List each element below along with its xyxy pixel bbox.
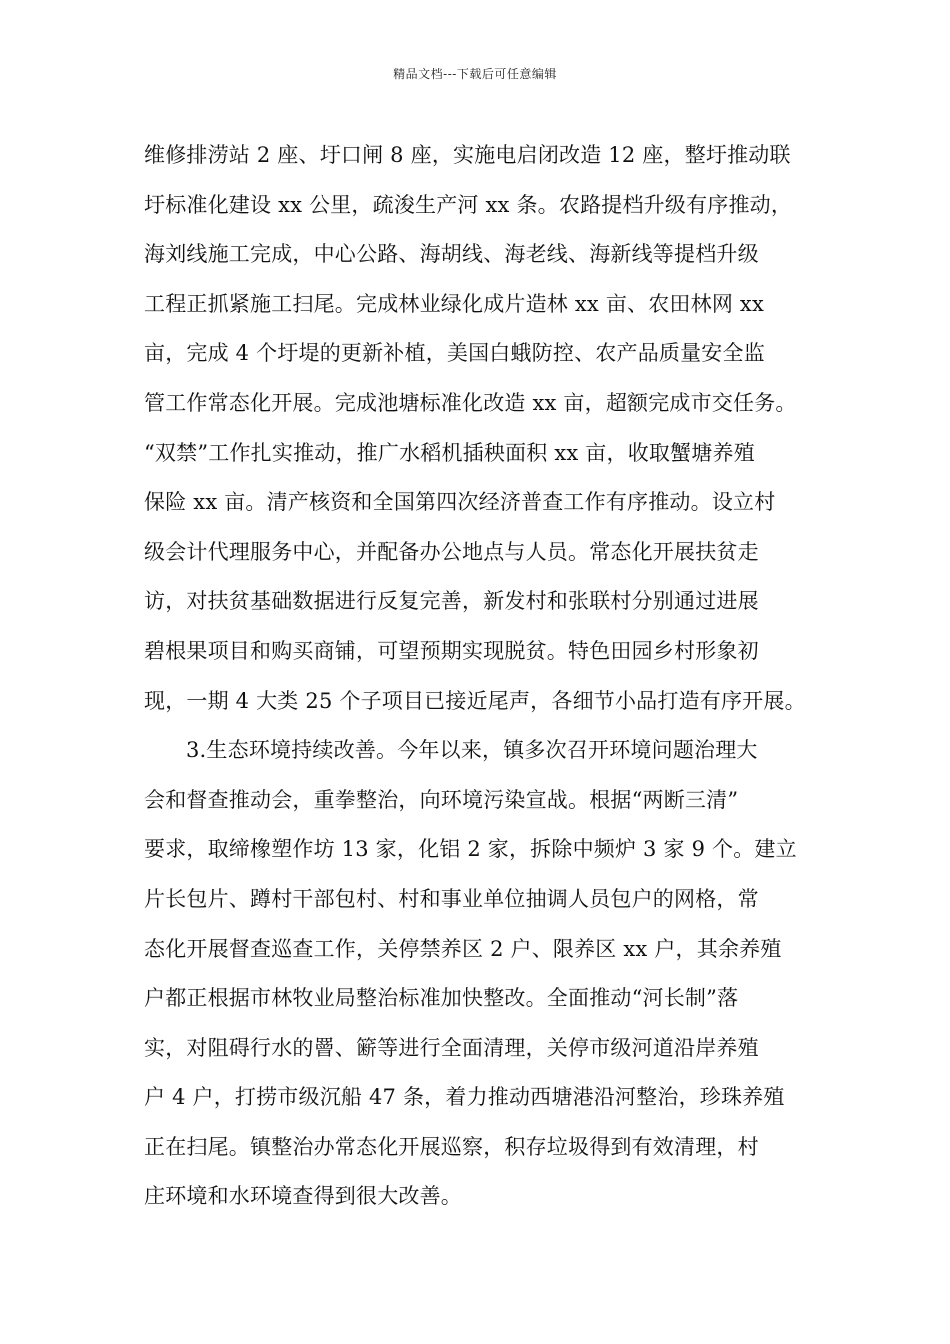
- text-line: 现，一期 4 大类 25 个子项目已接近尾声，各细节小品打造有序开展。: [144, 688, 806, 713]
- text-line: 片长包片、蹲村干部包村、村和事业单位抽调人员包户的网格，常: [144, 886, 759, 911]
- text-line: 工程正抓紧施工扫尾。完成林业绿化成片造林 xx 亩、农田林网 xx: [144, 291, 764, 316]
- text-line: 亩，完成 4 个圩堤的更新补植，美国白蛾防控、农产品质量安全监: [144, 341, 765, 366]
- text-line: 保险 xx 亩。清产核资和全国第四次经济普查工作有序推动。设立村: [144, 490, 776, 515]
- text-line: 正在扫尾。镇整治办常态化开展巡察，积存垃圾得到有效清理，村: [144, 1134, 759, 1159]
- text-line: 会和督查推动会，重拳整治，向环境污染宣战。根据“两断三清”: [144, 787, 739, 812]
- text-line: 户 4 户，打捞市级沉船 47 条，着力推动西塘港沿河整治，珍珠养殖: [144, 1085, 785, 1110]
- text-line: 态化开展督查巡查工作，关停禁养区 2 户、限养区 xx 户，其余养殖: [144, 936, 782, 961]
- paragraph-1: [144, 131, 816, 726]
- text-line: 碧根果项目和购买商铺，可望预期实现脱贫。特色田园乡村形象初: [144, 638, 759, 663]
- text-line: 3.生态环境持续改善。今年以来，镇多次召开环境问题治理大: [186, 738, 758, 763]
- text-line: 维修排涝站 2 座、圩口闸 8 座，实施电启闭改造 12 座，整圩推动联: [144, 143, 791, 167]
- text-line: 级会计代理服务中心，并配备办公地点与人员。常态化开展扶贫走: [144, 539, 759, 564]
- text-line: 管工作常态化开展。完成池塘标准化改造 xx 亩，超额完成市交任务。: [144, 390, 797, 415]
- paragraph-2: [144, 726, 816, 1222]
- page-header: 精品文档---下载后可任意编辑: [393, 67, 557, 81]
- text-line: 访，对扶贫基础数据进行反复完善，新发村和张联村分别通过进展: [144, 589, 759, 614]
- text-line: “双禁”工作扎实推动，推广水稻机插秧面积 xx 亩，收取蟹塘养殖: [144, 440, 755, 465]
- text-line: 户都正根据市林牧业局整治标准加快整改。全面推动“河长制”落: [144, 986, 739, 1011]
- document-body: [144, 131, 816, 1222]
- text-line: 要求，取缔橡塑作坊 13 家，化铝 2 家，拆除中频炉 3 家 9 个。建立: [144, 837, 797, 862]
- text-line: 庄环境和水环境查得到很大改善。: [144, 1184, 462, 1209]
- text-line: 实，对阻碍行水的罾、簖等进行全面清理，关停市级河道沿岸养殖: [144, 1035, 759, 1060]
- text-line: 海刘线施工完成，中心公路、海胡线、海老线、海新线等提档升级: [144, 242, 759, 267]
- text-line: 圩标准化建设 xx 公里，疏浚生产河 xx 条。农路提档升级有序推动，: [144, 192, 793, 217]
